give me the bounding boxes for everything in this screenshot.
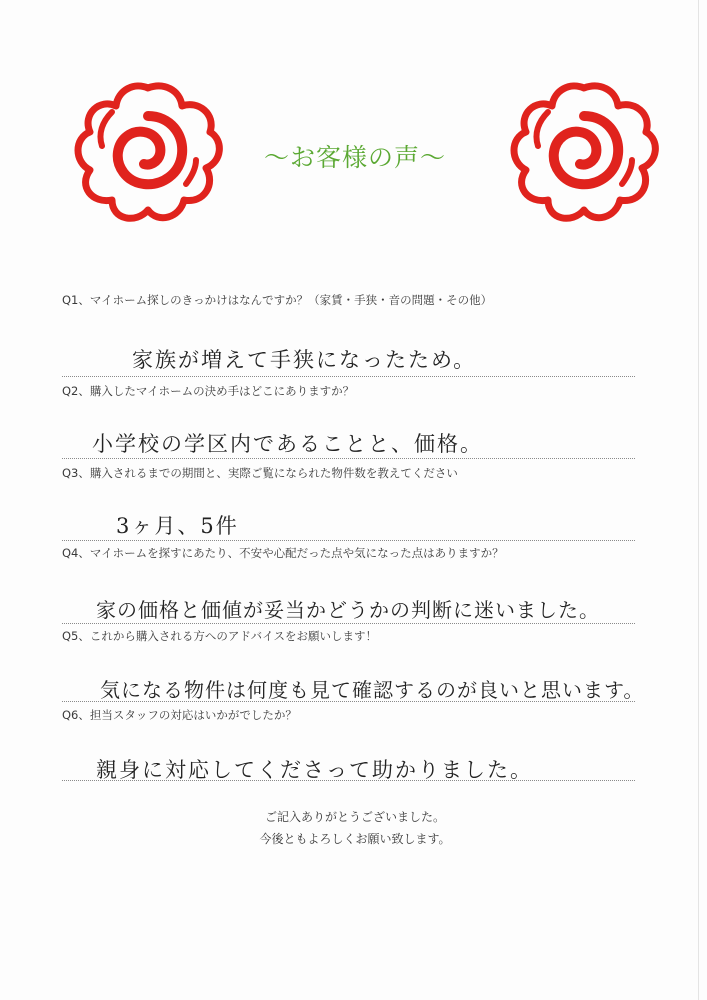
question-5-label: Q5、これから購入される方へのアドバイスをお願いします！ xyxy=(62,629,378,643)
question-5-answer: 気になる物件は何度も見て確認するのが良いと思います。 xyxy=(100,678,645,702)
question-2-answer: 小学校の学区内であることと、価格。 xyxy=(92,432,483,456)
answer-line-1 xyxy=(62,376,635,377)
red-flower-swirl-icon xyxy=(508,76,660,228)
question-6-label: Q6、担当スタッフの対応はいかがでしたか？ xyxy=(62,708,297,722)
closing-regards: 今後ともよろしくお願い致します。 xyxy=(259,832,451,846)
scan-edge-line xyxy=(698,0,699,1000)
question-4-label: Q4、マイホームを探すにあたり、不安や心配だった点や気になった点はありますか？ xyxy=(62,546,504,560)
answer-line-6 xyxy=(62,780,635,781)
answer-line-2 xyxy=(62,458,635,459)
question-1-answer: 家族が増えて手狭になったため。 xyxy=(132,348,477,372)
answer-line-5 xyxy=(62,701,635,702)
question-3-answer: 3ヶ月、5件 xyxy=(116,514,239,538)
question-4-answer: 家の価格と価値が妥当かどうかの判断に迷いました。 xyxy=(96,598,600,622)
question-2-label: Q2、購入したマイホームの決め手はどこにありますか？ xyxy=(62,384,355,398)
answer-line-3 xyxy=(62,540,635,541)
page-title: ～お客様の声～ xyxy=(263,143,446,172)
question-6-answer: 親身に対応してくださって助かりました。 xyxy=(96,758,533,782)
closing-thanks: ご記入ありがとうございました。 xyxy=(264,810,445,824)
red-flower-swirl-icon xyxy=(72,76,224,228)
answer-line-4 xyxy=(62,623,635,624)
question-3-label: Q3、購入されるまでの期間と、実際ご覧になられた物件数を教えてください xyxy=(62,466,458,480)
question-1-label: Q1、マイホーム探しのきっかけはなんですか？（家賃・手狭・音の問題・その他） xyxy=(62,293,493,307)
